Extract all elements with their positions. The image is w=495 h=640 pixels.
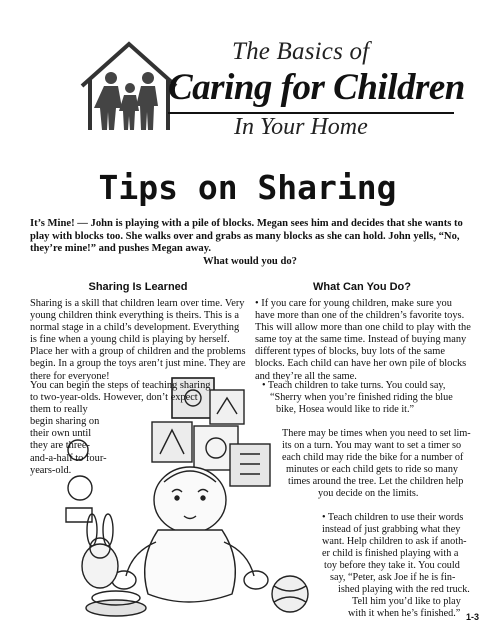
right-tip-1: • If you care for young children, make sure you have more than one of the children’s favorite toys. This will allow more than one child to play with the same toy at the same time. Instead of buying many different types of blocks, buy lots of the same blocks. Each child can have her own pile of blocks and they’re all the same.	[255, 298, 471, 382]
text-line: er child is finished playing with a	[322, 548, 459, 559]
text-line: each child may ride the bike for a number of	[282, 452, 464, 463]
text-line: their own until	[30, 428, 92, 440]
text-line: “Sherry when you’re finished riding the blue	[270, 392, 453, 403]
intro-scenario	[30, 218, 470, 256]
text-line: Tell him you’d like to play	[352, 596, 461, 607]
text-line: and-a-half to four-	[30, 452, 107, 464]
text-line: bike, Hosea would like to ride it.”	[276, 404, 415, 415]
page-title: Tips on Sharing	[98, 168, 397, 207]
text-line: ished playing with the red truck.	[338, 584, 470, 595]
left-paragraph-1: Sharing is a skill that children learn over time. Very young children think everything is theirs. This is a normal stage in a child’s development. Everything is fine when a young child is playing by herself. Place her with a group of children and the problems begin. In a group the toys aren’t just mine. They are there for everyone!	[30, 298, 246, 382]
text-line: times around the tree. Let the children help	[288, 476, 464, 487]
text-line: toy before they take it. You could	[324, 560, 460, 571]
text-line: you decide on the limits.	[318, 488, 419, 499]
intro-question: What would you do?	[203, 256, 297, 267]
left-paragraph-2	[30, 380, 238, 477]
left-column-heading: Sharing Is Learned	[88, 281, 188, 293]
page-number: 1-3	[465, 612, 479, 622]
text-line: to two-year-olds. However, don’t expect	[30, 392, 198, 404]
text-line: instead of just grabbing what they	[322, 524, 461, 535]
text-line: them to really	[30, 404, 88, 416]
text-line: • Teach children to use their words	[322, 512, 464, 523]
series-title-main: Caring for Children	[168, 67, 465, 108]
right-column-heading: What Can You Do?	[313, 281, 411, 293]
series-title-top: The Basics of	[232, 38, 370, 65]
text-line: You can begin the steps of teaching sharing	[30, 380, 211, 391]
series-title-sub: In Your Home	[234, 114, 368, 140]
text-line: with it when he’s finished.”	[348, 608, 461, 619]
text-line: they are three-	[30, 440, 90, 452]
text-line: its on a turn. You may want to set a timer so	[282, 440, 462, 451]
text-line: There may be times when you need to set lim-	[282, 428, 471, 439]
text-line: begin sharing on	[30, 416, 100, 428]
text-line: want. Help children to ask if anoth-	[322, 536, 467, 547]
text-line: say, “Peter, ask Joe if he is fin-	[330, 572, 456, 583]
text-line: • Teach children to take turns. You could say,	[262, 380, 446, 391]
intro-label: It’s Mine!	[30, 218, 75, 229]
house-family-logo	[78, 40, 180, 132]
text-line: minutes or each child gets to ride so many	[286, 464, 459, 475]
text-line: years-old.	[30, 464, 72, 476]
intro-text: — John is playing with a pile of blocks. Megan sees him and decides that she wants to play with blocks too. She walks over and grabs as many blocks as she can hold. John yells, “No, they’re mine!” and pushes Megan away.	[30, 218, 463, 255]
